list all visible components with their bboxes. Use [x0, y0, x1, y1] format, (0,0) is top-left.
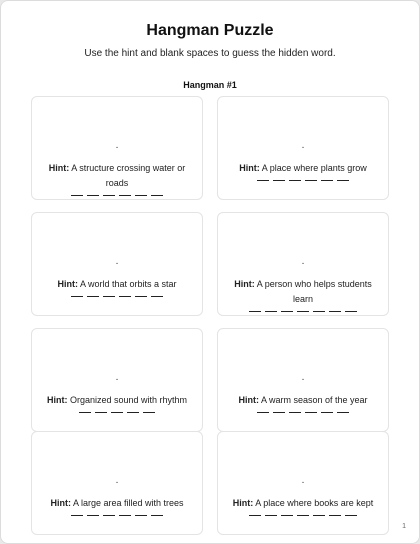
hint-value: A place where plants grow	[261, 163, 367, 173]
card-grid	[1, 1, 419, 543]
puzzle-card	[217, 431, 389, 535]
letter-blank	[151, 515, 163, 516]
puzzle-card	[31, 212, 203, 316]
letter-blank	[103, 296, 115, 297]
letter-blanks	[226, 409, 380, 413]
letter-blank	[337, 412, 349, 413]
letter-blank	[289, 180, 301, 181]
hint-label: Hint:	[57, 279, 78, 289]
letter-blank	[313, 515, 325, 516]
letter-blanks	[226, 308, 380, 312]
page-subtitle: Use the hint and blank spaces to guess the hidden word.	[84, 48, 336, 59]
letter-blank	[249, 515, 261, 516]
letter-blank	[135, 296, 147, 297]
letter-blanks	[40, 293, 194, 297]
hint-value: A world that orbits a star	[79, 279, 177, 289]
hint-label: Hint:	[46, 395, 68, 405]
letter-blank	[103, 515, 115, 516]
letter-blank	[127, 412, 139, 413]
hangman-marker: .	[301, 140, 305, 151]
hint-label: Hint:	[232, 498, 254, 508]
hangman-marker: .	[301, 475, 305, 486]
letter-blank	[305, 180, 317, 181]
letter-blank	[273, 412, 285, 413]
letter-blank	[119, 296, 131, 297]
hint-label: Hint:	[50, 498, 71, 508]
hint-label: Hint:	[239, 163, 260, 173]
letter-blank	[119, 195, 131, 196]
letter-blank	[143, 412, 155, 413]
hangman-marker: .	[115, 475, 119, 486]
letter-blanks	[226, 512, 380, 516]
hangman-marker: .	[115, 256, 119, 267]
puzzle-card	[31, 431, 203, 535]
letter-blank	[281, 311, 293, 312]
hint-text	[226, 496, 380, 516]
letter-blanks	[40, 192, 194, 196]
puzzle-card	[217, 328, 389, 432]
letter-blank	[71, 195, 83, 196]
puzzle-card	[31, 96, 203, 200]
letter-blank	[329, 311, 341, 312]
letter-blank	[71, 515, 83, 516]
letter-blank	[249, 311, 261, 312]
hint-text	[226, 393, 380, 413]
hangman-marker: .	[301, 256, 305, 267]
letter-blank	[111, 412, 123, 413]
letter-blank	[79, 412, 91, 413]
letter-blank	[265, 515, 277, 516]
letter-blank	[71, 296, 83, 297]
hint-text	[40, 161, 194, 196]
hint-text	[226, 161, 380, 181]
letter-blanks	[40, 409, 194, 413]
letter-blank	[135, 195, 147, 196]
letter-blank	[265, 311, 277, 312]
puzzle-card	[217, 96, 389, 200]
hint-value: A large area filled with trees	[72, 498, 184, 508]
letter-blank	[321, 180, 333, 181]
puzzle-card	[217, 212, 389, 316]
puzzle-card	[31, 328, 203, 432]
letter-blank	[95, 412, 107, 413]
letter-blank	[87, 296, 99, 297]
hangman-marker: .	[115, 140, 119, 151]
letter-blanks	[226, 177, 380, 181]
letter-blanks	[40, 512, 194, 516]
hint-label: Hint:	[238, 395, 259, 405]
hint-value: A warm season of the year	[260, 395, 368, 405]
letter-blank	[337, 180, 349, 181]
letter-blank	[305, 412, 317, 413]
letter-blank	[119, 515, 131, 516]
letter-blank	[151, 195, 163, 196]
letter-blank	[87, 515, 99, 516]
letter-blank	[273, 180, 285, 181]
hangman-marker: .	[115, 372, 119, 383]
letter-blank	[313, 311, 325, 312]
letter-blank	[257, 180, 269, 181]
letter-blank	[329, 515, 341, 516]
hint-text	[40, 496, 194, 516]
letter-blank	[151, 296, 163, 297]
hint-value: Organized sound with rhythm	[69, 395, 188, 405]
hint-label: Hint:	[48, 163, 70, 173]
letter-blank	[321, 412, 333, 413]
page-number: 1	[402, 523, 406, 530]
hint-value: A place where books are kept	[255, 498, 374, 508]
hint-text	[40, 277, 194, 297]
hint-text	[40, 393, 194, 413]
puzzle-label: Hangman #1	[183, 80, 237, 90]
letter-blank	[87, 195, 99, 196]
letter-blank	[345, 311, 357, 312]
hint-value: A person who helps students learn	[256, 279, 372, 304]
letter-blank	[289, 412, 301, 413]
hint-value: A structure crossing water or roads	[71, 163, 186, 188]
hangman-marker: .	[301, 372, 305, 383]
letter-blank	[257, 412, 269, 413]
hint-text	[226, 277, 380, 312]
page-title: Hangman Puzzle	[146, 22, 274, 39]
letter-blank	[103, 195, 115, 196]
hint-label: Hint:	[234, 279, 255, 289]
letter-blank	[345, 515, 357, 516]
letter-blank	[281, 515, 293, 516]
letter-blank	[297, 311, 309, 312]
letter-blank	[297, 515, 309, 516]
letter-blank	[135, 515, 147, 516]
